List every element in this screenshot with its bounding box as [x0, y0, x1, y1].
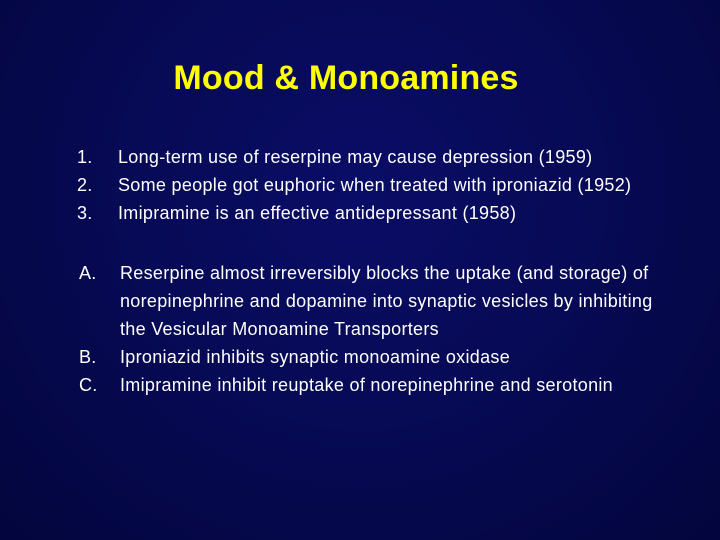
- list-item-text: Iproniazid inhibits synaptic monoamine oxidase: [120, 347, 511, 367]
- list-item: [0, 371, 680, 399]
- list-item-text: Long-term use of reserpine may cause depression (1959): [118, 147, 593, 167]
- list-item-marker: C.: [79, 375, 98, 395]
- list-item: [0, 343, 680, 371]
- numbered-list: [0, 143, 678, 227]
- slide-title: Mood & Monoamines: [173, 59, 519, 97]
- list-item-text: Some people got euphoric when treated with iproniazid (1952): [118, 175, 632, 195]
- list-item-text: Imipramine is an effective antidepressant (1958): [118, 203, 517, 223]
- list-item-marker: B.: [79, 347, 97, 367]
- list-item-marker: 2.: [77, 175, 93, 195]
- list-item: [0, 199, 678, 227]
- list-item-marker: A.: [79, 263, 97, 283]
- list-item-marker: 1.: [77, 147, 93, 167]
- list-item: [0, 171, 678, 199]
- list-item: [0, 143, 678, 171]
- list-item-text: Imipramine inhibit reuptake of norepinephrine and serotonin: [120, 375, 613, 395]
- lettered-list: [0, 259, 680, 399]
- list-item-text: Reserpine almost irreversibly blocks the uptake (and storage) of norepinephrine and dopamine into synaptic vesicles by inhibiting the Vesicular Monoamine Transporters: [120, 263, 653, 339]
- list-item: [0, 259, 680, 343]
- list-item-marker: 3.: [77, 203, 93, 223]
